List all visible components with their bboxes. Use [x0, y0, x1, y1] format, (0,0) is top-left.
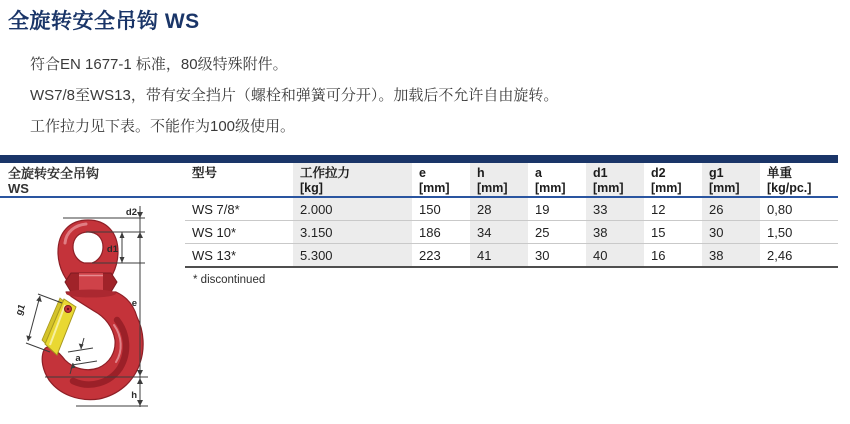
cell-d2: 15 — [644, 221, 702, 244]
cell-weight: 1,50 — [760, 221, 838, 244]
product-label-line1: 全旋转安全吊钩 — [8, 166, 100, 181]
product-label-cell — [0, 163, 185, 198]
latch-rivet-center — [67, 308, 69, 310]
cell-d2: 12 — [644, 198, 702, 221]
cell-e: 150 — [412, 198, 470, 221]
cell-d1: 38 — [586, 221, 644, 244]
discontinued-footnote: * discontinued — [193, 274, 266, 286]
cell-weight: 2,46 — [760, 244, 838, 268]
hook-diagram-svg — [0, 199, 185, 424]
cell-a: 25 — [528, 221, 586, 244]
cell-model: WS 10* — [185, 221, 293, 244]
cell-d1: 33 — [586, 198, 644, 221]
table-top-bar — [0, 155, 838, 163]
description-line: 符合EN 1677-1 标准，80级特殊附件。 — [30, 56, 288, 73]
column-header-wll: 工作拉力 [kg] — [293, 163, 412, 198]
dim-label-d1: d1 — [106, 244, 118, 255]
cell-e: 223 — [412, 244, 470, 268]
cell-h: 34 — [470, 221, 528, 244]
cell-h: 28 — [470, 198, 528, 221]
column-header-d1: d1 [mm] — [586, 163, 644, 198]
column-header-d2: d2 [mm] — [644, 163, 702, 198]
cell-model: WS 13* — [185, 244, 293, 268]
column-header-e: e [mm] — [412, 163, 470, 198]
page-title: 全旋转安全吊钩 WS — [8, 10, 200, 33]
dim-label-e: e — [131, 298, 137, 309]
cell-h: 41 — [470, 244, 528, 268]
cell-g1: 30 — [702, 221, 760, 244]
cell-e: 186 — [412, 221, 470, 244]
description-line: WS7/8至WS13，带有安全挡片（螺栓和弹簧可分开）。加载后不允许自由旋转。 — [30, 87, 559, 104]
product-description — [30, 49, 558, 142]
description-line: 工作拉力见下表。不能作为100级使用。 — [30, 118, 296, 135]
cell-wll: 2.000 — [293, 198, 412, 221]
cell-d1: 40 — [586, 244, 644, 268]
cell-a: 30 — [528, 244, 586, 268]
cell-wll: 5.300 — [293, 244, 412, 268]
dim-label-h: h — [131, 390, 137, 401]
cell-a: 19 — [528, 198, 586, 221]
column-header-g1: g1 [mm] — [702, 163, 760, 198]
cell-d2: 16 — [644, 244, 702, 268]
dim-label-d2: d2 — [125, 207, 137, 218]
column-header-a: a [mm] — [528, 163, 586, 198]
cell-model: WS 7/8* — [185, 198, 293, 221]
swivel-collar — [66, 290, 116, 298]
cell-g1: 38 — [702, 244, 760, 268]
cell-g1: 26 — [702, 198, 760, 221]
hook-illustration — [0, 199, 185, 424]
product-label-line2: WS — [8, 181, 29, 196]
cell-wll: 3.150 — [293, 221, 412, 244]
column-header-model: 型号 — [185, 163, 293, 198]
dim-label-a: a — [75, 353, 81, 364]
column-header-h: h [mm] — [470, 163, 528, 198]
cell-weight: 0,80 — [760, 198, 838, 221]
dim-label-g1: g1 — [13, 302, 28, 318]
column-header-weight: 单重 [kg/pc.] — [760, 163, 838, 198]
